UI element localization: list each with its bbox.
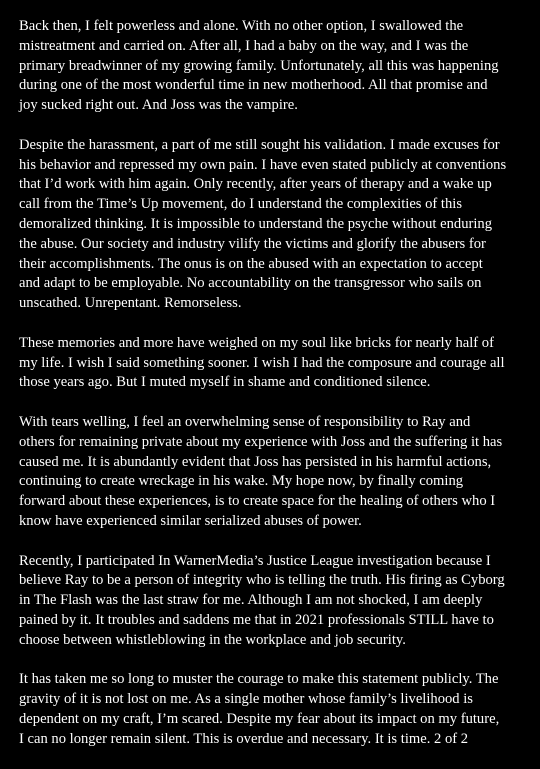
statement-text [19, 17, 525, 769]
text-line: joy sucked right out. And Joss was the vampire. [19, 97, 298, 114]
text-line: primary breadwinner of my growing family. Unfortunately, all this was happening [19, 57, 499, 74]
text-line: continuing to create wreckage in his wake. My hope now, by finally coming [19, 473, 464, 490]
text-line: unscathed. Unrepentant. Remorseless. [19, 295, 242, 312]
paragraph-5 [19, 552, 525, 651]
text-line: gravity of it is not lost on me. As a single mother whose family’s livelihood is [19, 691, 473, 708]
text-line: call from the Time’s Up movement, do I understand the complexities of this [19, 196, 463, 213]
text-line: others for remaining private about my experience with Joss and the suffering it has [19, 433, 503, 450]
text-line: those years ago. But I muted myself in shame and conditioned silence. [19, 374, 431, 391]
paragraph-2 [19, 136, 525, 314]
text-line: know have experienced similar serialized abuses of power. [19, 512, 362, 529]
text-line: that I’d work with him again. Only recently, after years of therapy and a wake up [19, 176, 492, 193]
text-line: demoralized thinking. It is impossible to understand the psyche without enduring [19, 215, 492, 232]
text-line: choose between whistleblowing in the workplace and job security. [19, 631, 406, 648]
paragraph-1 [19, 17, 525, 116]
paragraph-3 [19, 334, 525, 393]
text-line: the abuse. Our society and industry vilify the victims and glorify the abusers for [19, 235, 486, 252]
text-line: pained by it. It troubles and saddens me that in 2021 professionals STILL have to [19, 611, 494, 628]
text-line: Recently, I participated In WarnerMedia’s Justice League investigation because I [19, 552, 491, 569]
text-line: dependent on my craft, I’m scared. Despite my fear about its impact on my future, [19, 710, 500, 727]
text-line: their accomplishments. The onus is on the abused with an expectation to accept [19, 255, 483, 272]
text-line: his behavior and repressed my own pain. I have even stated publicly at conventions [19, 156, 507, 173]
text-line: my life. I wish I said something sooner. I wish I had the composure and courage all [19, 354, 505, 371]
paragraph-4 [19, 413, 525, 532]
text-line: during one of the most wonderful time in new motherhood. All that promise and [19, 77, 488, 94]
text-line: believe Ray to be a person of integrity who is telling the truth. His firing as Cyborg [19, 572, 505, 589]
text-line: These memories and more have weighed on my soul like bricks for nearly half of [19, 334, 494, 351]
text-line: Back then, I felt powerless and alone. With no other option, I swallowed the [19, 18, 464, 34]
text-line: With tears welling, I feel an overwhelming sense of responsibility to Ray and [19, 413, 471, 430]
text-line: Despite the harassment, a part of me still sought his validation. I made excuses for [19, 136, 500, 153]
text-line: It has taken me so long to muster the courage to make this statement publicly. The [19, 671, 499, 688]
text-line: and adapt to be employable. No accountability on the transgressor who sails on [19, 275, 482, 292]
text-line: I can no longer remain silent. This is overdue and necessary. It is time. 2 of 2 [19, 730, 469, 747]
paragraph-6 [19, 670, 525, 749]
text-line: caused me. It is abundantly evident that Joss has persisted in his harmful actions, [19, 453, 492, 470]
text-line: in The Flash was the last straw for me. Although I am not shocked, I am deeply [19, 592, 483, 609]
text-line: forward about these experiences, is to create space for the healing of others who I [19, 493, 496, 510]
text-line: mistreatment and carried on. After all, I had a baby on the way, and I was the [19, 37, 469, 54]
